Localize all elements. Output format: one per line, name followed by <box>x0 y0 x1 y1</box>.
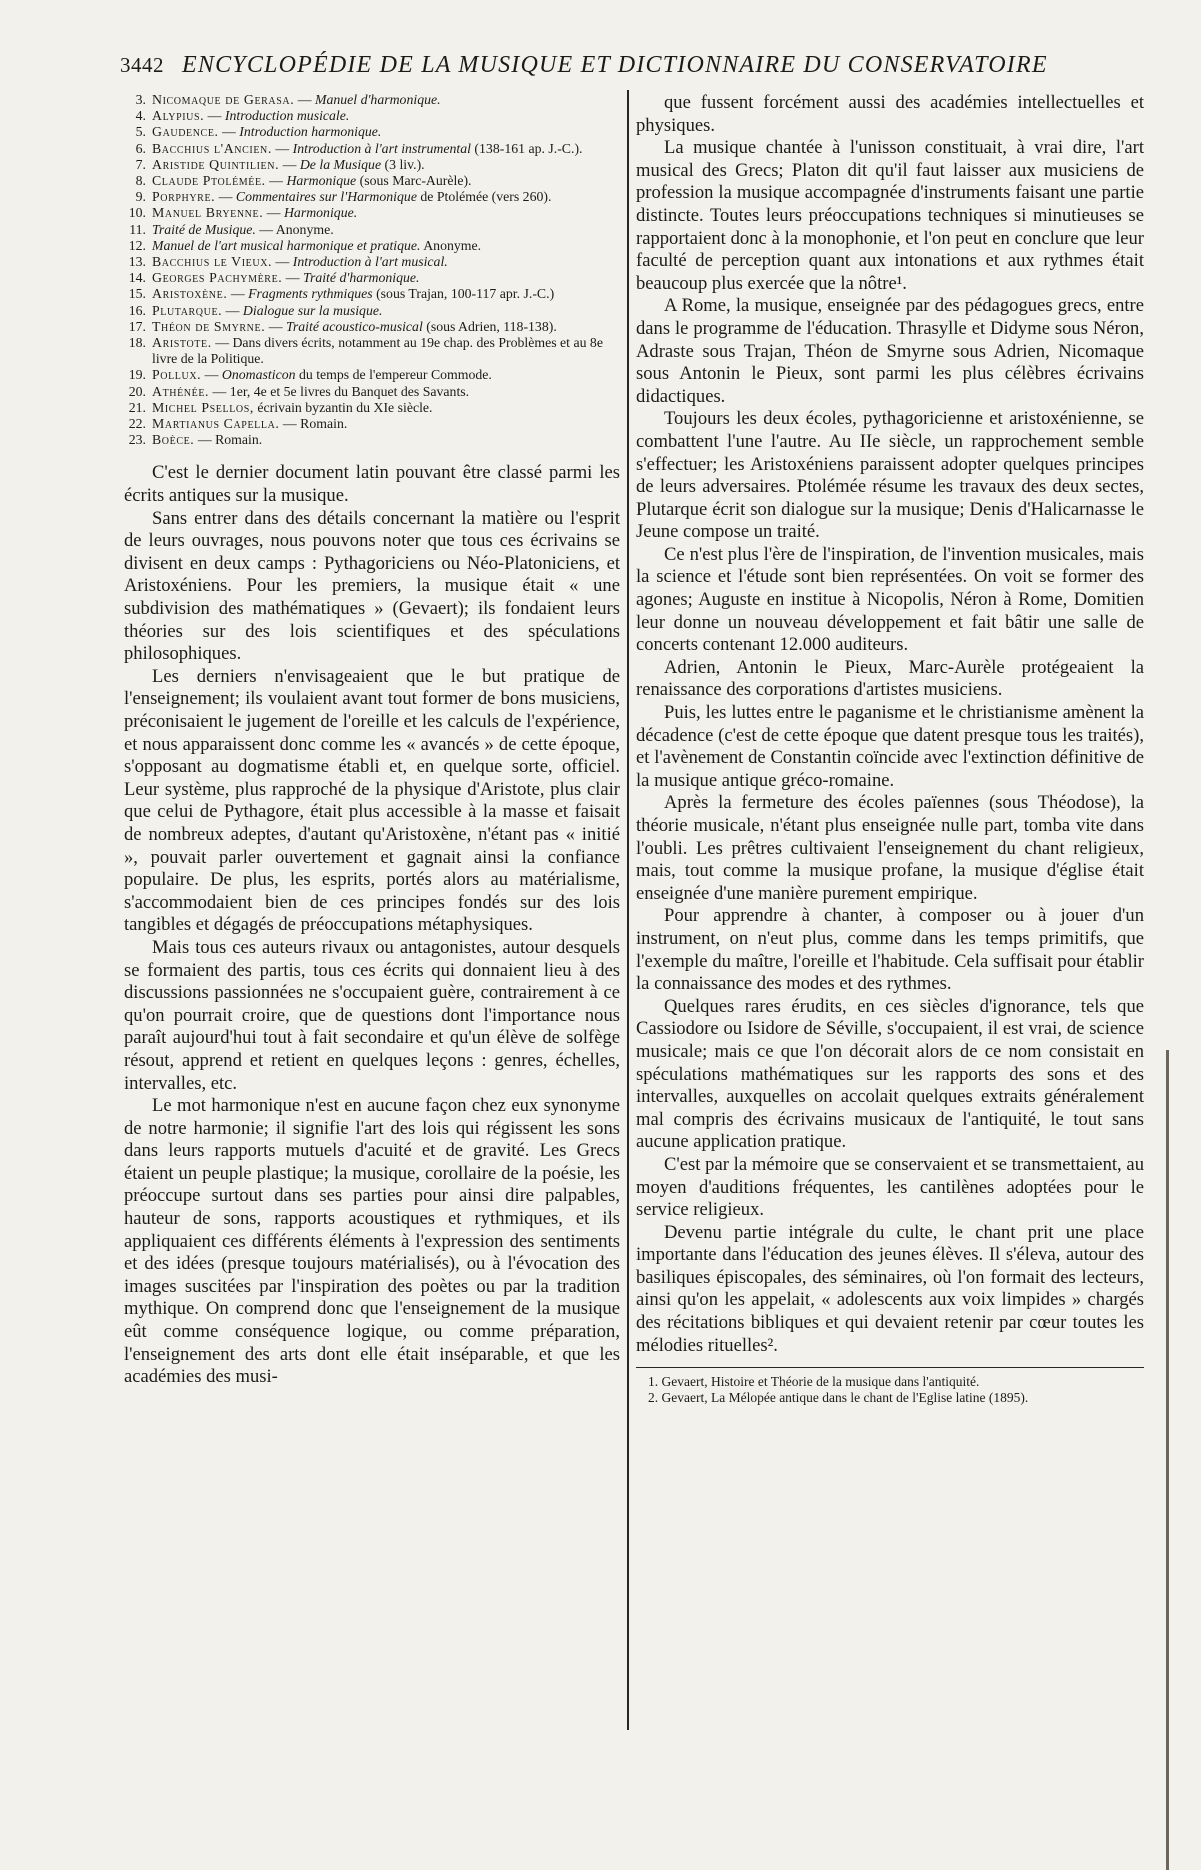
paragraph: que fussent forcément aussi des académies intellectuelles et physiques. <box>636 92 1144 136</box>
entry-text <box>152 124 620 140</box>
entry-note: Romain. <box>300 416 348 432</box>
bibliography-list <box>124 92 620 448</box>
author-name: Bacchius le Vieux. <box>152 254 273 270</box>
paragraph: Quelques rares érudits, en ces siècles d'ignorance, tels que Cassiodore ou Isidore de Séville, s'occupaient, il est vrai, de science musicale; mais ce que l'on décorait alors de ce nom consistait en spéculations mathématiques sur les rapports des sons et des intervalles, auxquelles on accolait quelques extraits généralement mal compris des écrivains musicaux de l'antiquité, le tout sans aucune application pratique. <box>636 995 1144 1153</box>
bibliography-entry <box>124 189 620 205</box>
author-name: Théon de Smyrne. <box>152 318 266 334</box>
bibliography-entry <box>124 173 620 189</box>
author-name: Bacchius l'Ancien. <box>152 140 272 156</box>
bibliography-entry <box>124 416 620 432</box>
bibliography-entry <box>124 92 620 108</box>
footnote: 1. Gevaert, Histoire et Théorie de la musique dans l'antiquité. <box>648 1374 980 1390</box>
paragraph: Puis, les luttes entre le paganisme et le christianisme amènent la décadence (c'est de cette époque que datent presque tous les traités), et l'avènement de Constantin coïncide avec l'extinction définitive de la musique antique gréco-romaine. <box>636 702 1144 791</box>
author-name: Aristote. <box>152 335 212 351</box>
entry-text <box>152 238 620 254</box>
footnotes <box>636 1367 1144 1406</box>
entry-number: 22. <box>128 416 146 432</box>
paragraph: Mais tous ces auteurs rivaux ou antagonistes, autour desquels se formaient des partis, tous ces écrits qui donnaient lieu à des discussions passionnées ne s'occupaient guère, contrairement à ce qu'on pourrait croire, que de questions dont l'importance nous paraît aujourd'hui tout à fait secondaire et qu'un élève de solfège résout, apprend et retient en quelques leçons : genres, échelles, intervalles, etc. <box>124 936 620 1094</box>
entry-text <box>152 222 620 238</box>
work-title: Introduction musicale. <box>224 108 350 124</box>
separator: — <box>215 189 236 205</box>
entry-text <box>152 141 620 157</box>
entry-number: 23. <box>128 432 146 448</box>
paragraph: Sans entrer dans des détails concernant la matière ou l'esprit de leurs ouvrages, nous pouvons noter que tous ces écrivains se divisent en deux camps : Pythagoriciens ou Néo-Platoniciens, et Aristoxéniens. Pour les premiers, la musique était « une subdivision des mathématiques » (Gevaert); ils fondaient leurs théories sur des lois scientifiques et des spéculations philosophiques. <box>124 507 620 665</box>
paragraph: La musique chantée à l'unisson constituait, à vrai dire, l'art musical des Grecs; Platon dit qu'il faut laisser aux musiciens de profession la musique accompagnée d'instruments faisant une partie distincte. Toutes leurs préoccupations techniques si minutieuses se rapportaient donc à la monophonie, et l'on peut en conclure que leur faculté de perception quant aux intonations et aux rythmes était beaucoup plus exercée que la nôtre¹. <box>636 137 1144 294</box>
entry-text <box>152 92 620 108</box>
entry-number: 19. <box>128 367 146 383</box>
bibliography-entry <box>124 157 620 173</box>
bibliography-entry <box>124 367 620 383</box>
entry-note: 1er, 4e et 5e livres du Banquet des Savants. <box>229 383 470 399</box>
entry-text <box>152 400 620 416</box>
bibliography-entry <box>124 400 620 416</box>
author-name: Aristoxène. <box>152 286 228 302</box>
separator: — <box>201 367 222 383</box>
entry-number: 16. <box>128 302 146 318</box>
work-title: Harmonique <box>286 173 357 189</box>
entry-number: 7. <box>135 156 146 172</box>
entry-number: 4. <box>135 108 146 124</box>
page-edge-rule <box>1166 1050 1169 1870</box>
bibliography-entry <box>124 141 620 157</box>
separator: — <box>265 318 286 334</box>
entry-text <box>152 189 620 205</box>
separator: — <box>282 270 304 286</box>
paragraph: Le mot harmonique n'est en aucune façon chez eux synonyme de notre harmonie; il signifie l'art des lois qui régissent les sons dans leurs rapports mutuels d'acuité et de gravité. Les Grecs étaient un peuple plastique; la musique, corollaire de la poésie, les préoccupe surtout dans ses parties pour ainsi dire palpables, hauteur de sons, rapports acoustiques et rythmiques, et ils appliquaient ces différents éléments à l'expression des sentiments et des idées (presque toujours matérialisés), ou à l'évocation des images suscitées par l'inspiration des poètes ou par la tradition mythique. On comprend donc que l'enseignement de la musique eût comme conséquence logique, ou comme préparation, l'enseignement des arts dont elle était inséparable, et que les académies des musi- <box>124 1095 620 1388</box>
author-name: Georges Pachymère. <box>152 270 283 286</box>
entry-text <box>152 303 620 319</box>
entry-text <box>152 416 620 432</box>
author-name: Manuel Bryenne. <box>152 205 264 221</box>
paragraph: Pour apprendre à chanter, à composer ou à jouer d'un instrument, on n'eut plus, comme dans les temps primitifs, que l'exemple du maître, l'oreille et l'habitude. Cela suffisait pour établir la connaissance des modes et des rythmes. <box>636 905 1144 995</box>
bibliography-entry <box>124 286 620 302</box>
paragraph: C'est par la mémoire que se conservaient et se transmettaient, au moyen d'auditions fréquentes, les cantilènes adoptées pour le service religieux. <box>636 1153 1144 1221</box>
bibliography-entry <box>124 254 620 270</box>
work-title: Dialogue sur la musique. <box>242 302 383 318</box>
entry-note: — Anonyme. <box>255 221 334 237</box>
entry-text <box>152 367 620 383</box>
bibliography-entry <box>124 432 620 448</box>
paragraph: C'est le dernier document latin pouvant être classé parmi les écrits antiques sur la musique. <box>124 462 620 507</box>
separator: — <box>222 302 243 318</box>
entry-number: 14. <box>128 270 146 286</box>
paragraph: A Rome, la musique, enseignée par des pédagogues grecs, entre dans le programme de l'éducation. Thrasylle et Didyme sous Néron, Adraste sous Trajan, Théon de Smyrne sous Adrien, Nicomaque sous Antonin le Pieux, sont parmi les plus célèbres écrivains didactiques. <box>636 295 1144 407</box>
entry-note: Anonyme. <box>420 237 482 253</box>
bibliography-entry <box>124 384 620 400</box>
work-title: De la Musique <box>299 156 382 172</box>
work-title: Fragments rythmiques <box>248 286 373 302</box>
work-title: Traité acoustico-musical <box>285 318 423 334</box>
separator: — <box>271 140 293 156</box>
entry-text <box>152 432 620 448</box>
author-name: Pollux. <box>152 367 202 383</box>
separator: — <box>294 92 315 107</box>
author-name: Gaudence. <box>152 124 219 140</box>
entry-number: 6. <box>135 140 146 156</box>
entry-number: 3. <box>135 92 146 107</box>
footnote: 2. Gevaert, La Mélopée antique dans le chant de l'Eglise latine (1895). <box>648 1390 1029 1406</box>
entry-note: (sous Adrien, 118-138). <box>422 318 557 334</box>
work-title: Traité de Musique. <box>152 221 256 237</box>
entry-number: 12. <box>128 237 146 253</box>
entry-note: écrivain byzantin du XIe siècle. <box>257 399 433 415</box>
separator: — <box>209 383 230 399</box>
bibliography-entry <box>124 108 620 124</box>
author-name: Athénée. <box>152 383 210 399</box>
entry-number: 21. <box>128 399 146 415</box>
entry-note: Dans divers écrits, notamment au 19e chap. des Problèmes et au 8e livre de la Politique. <box>152 335 603 367</box>
separator: — <box>279 416 301 432</box>
entry-note: (sous Trajan, 100-117 apr. J.-C.) <box>372 286 555 302</box>
entry-number: 8. <box>135 173 146 189</box>
entry-note: de Ptolémée (vers 260). <box>416 189 552 205</box>
entry-number: 9. <box>135 189 146 205</box>
entry-text <box>152 319 620 335</box>
author-name: Plutarque. <box>152 302 223 318</box>
work-title: Traité d'harmonique. <box>303 270 420 286</box>
entry-number: 11. <box>129 221 146 237</box>
author-name: Boèce. <box>152 432 195 448</box>
entry-text <box>152 254 620 270</box>
separator: — <box>204 108 225 124</box>
right-column <box>636 92 1144 1406</box>
separator: — <box>265 173 287 189</box>
author-name: Michel Psellos, <box>152 399 254 415</box>
paragraph: Ce n'est plus l'ère de l'inspiration, de l'invention musicales, mais la science et l'étude sont bien représentées. On voit se former des agones; Auguste en institue à Nicopolis, Néron à Rome, Domitien leur donne un nouveau développement et fait bâtir une salle de concerts contenant 12.000 auditeurs. <box>636 543 1144 656</box>
paragraph: Adrien, Antonin le Pieux, Marc-Aurèle protégeaient la renaissance des corporations d'artistes musiciens. <box>636 656 1144 701</box>
left-text <box>124 462 620 1388</box>
work-title: Manuel d'harmonique. <box>314 92 441 107</box>
author-name: Nicomaque de Gerasa. <box>152 92 295 107</box>
bibliography-entry <box>124 124 620 140</box>
work-title: Introduction harmonique. <box>239 124 382 140</box>
author-name: Martianus Capella. <box>152 416 280 432</box>
entry-number: 10. <box>128 205 146 221</box>
entry-text <box>152 384 620 400</box>
separator: — <box>218 124 240 140</box>
entry-text <box>152 270 620 286</box>
entry-note: Romain. <box>215 432 263 448</box>
entry-number: 15. <box>128 286 146 302</box>
page-header <box>120 52 1140 79</box>
entry-number: 13. <box>128 254 146 270</box>
separator: — <box>272 254 293 270</box>
bibliography-entry <box>124 205 620 221</box>
paragraph: Toujours les deux écoles, pythagoricienne et aristoxénienne, se combattent l'une l'autre. Au IIe siècle, un rapprochement semble s'effectuer; les Aristoxéniens paraissent adopter quelques principes de leurs adversaires. Ptolémée résume les travaux des deux sectes, Plutarque écrit son dialogue sur la musique; Denis d'Halicarnasse le Jeune compose un traité. <box>636 408 1144 543</box>
separator: — <box>279 156 300 172</box>
bibliography-entry <box>124 222 620 238</box>
work-title: Introduction à l'art musical. <box>292 254 448 270</box>
page-number: 3442 <box>120 53 164 77</box>
separator: — <box>263 205 284 221</box>
entry-number: 18. <box>128 335 146 351</box>
author-name: Claude Ptolémée. <box>152 173 266 189</box>
work-title: Manuel de l'art musical harmonique et pratique. <box>152 237 421 253</box>
bibliography-entry <box>124 238 620 254</box>
left-column <box>124 92 620 1389</box>
separator: — <box>194 432 216 448</box>
running-title: ENCYCLOPÉDIE DE LA MUSIQUE ET DICTIONNAIRE DU CONSERVATOIRE <box>182 52 1048 78</box>
entry-number: 5. <box>135 124 146 140</box>
entry-text <box>152 286 620 302</box>
entry-number: 17. <box>128 318 146 334</box>
bibliography-entry <box>124 270 620 286</box>
separator: — <box>227 286 249 302</box>
bibliography-entry <box>124 319 620 335</box>
work-title: Introduction à l'art instrumental <box>292 140 471 156</box>
work-title: Commentaires sur l'Harmonique <box>235 189 417 205</box>
right-text <box>636 92 1144 1357</box>
entry-text <box>152 108 620 124</box>
entry-note: (3 liv.). <box>381 156 425 172</box>
separator: — <box>211 335 233 351</box>
entry-note: du temps de l'empereur Commode. <box>295 367 492 383</box>
column-divider <box>627 90 629 1730</box>
entry-text <box>152 173 620 189</box>
author-name: Aristide Quintilien. <box>152 156 280 172</box>
author-name: Porphyre. <box>152 189 216 205</box>
bibliography-entry <box>124 335 620 367</box>
bibliography-entry <box>124 303 620 319</box>
entry-number: 20. <box>128 383 146 399</box>
paragraph: Après la fermeture des écoles païennes (sous Théodose), la théorie musicale, n'étant plus enseignée nulle part, tomba vite dans l'oubli. Les prêtres cultivaient l'enseignement du chant religieux, mais, tout comme la musique profane, la musique d'église était enseignée d'une manière purement empirique. <box>636 792 1144 904</box>
entry-note: (138-161 ap. J.-C.). <box>470 140 583 156</box>
entry-text <box>152 335 620 367</box>
work-title: Harmonique. <box>283 205 358 221</box>
paragraph: Les derniers n'envisageaient que le but pratique de l'enseignement; ils voulaient avant tout former de bons musiciens, préconisaient le jugement de l'oreille et les calculs de l'expérience, et nous apparaissent donc comme les « avancés » de cette époque, s'opposant au dogmatisme établi et, en quelque sorte, officiel. Leur système, plus rapproché de la physique d'Aristote, plus clair que celui de Pythagore, était plus accessible à la masse et faisait de nombreux adeptes, d'autant qu'Aristoxène, n'étant pas « initié », pouvait parler ouvertement et gagnait ainsi la confiance populaire. De plus, les esprits, portés alors au matérialisme, s'accommodaient bien de ces principes fondés sur des lois tangibles et dégagés de préoccupations métaphysiques. <box>124 665 620 936</box>
entry-text <box>152 157 620 173</box>
entry-text <box>152 205 620 221</box>
work-title: Onomasticon <box>221 367 296 383</box>
author-name: Alypius. <box>152 108 205 124</box>
entry-note: (sous Marc-Aurèle). <box>356 173 472 189</box>
paragraph: Devenu partie intégrale du culte, le chant prit une place importante dans l'éducation des jeunes élèves. Il s'éleva, autour des basiliques épiscopales, des séminaires, où l'on formait des lecteurs, ainsi qu'on les appelait, « adolescents aux voix limpides » chargés des récitations bibliques et qui devaient retenir par cœur toutes les mélodies rituelles². <box>636 1221 1144 1356</box>
